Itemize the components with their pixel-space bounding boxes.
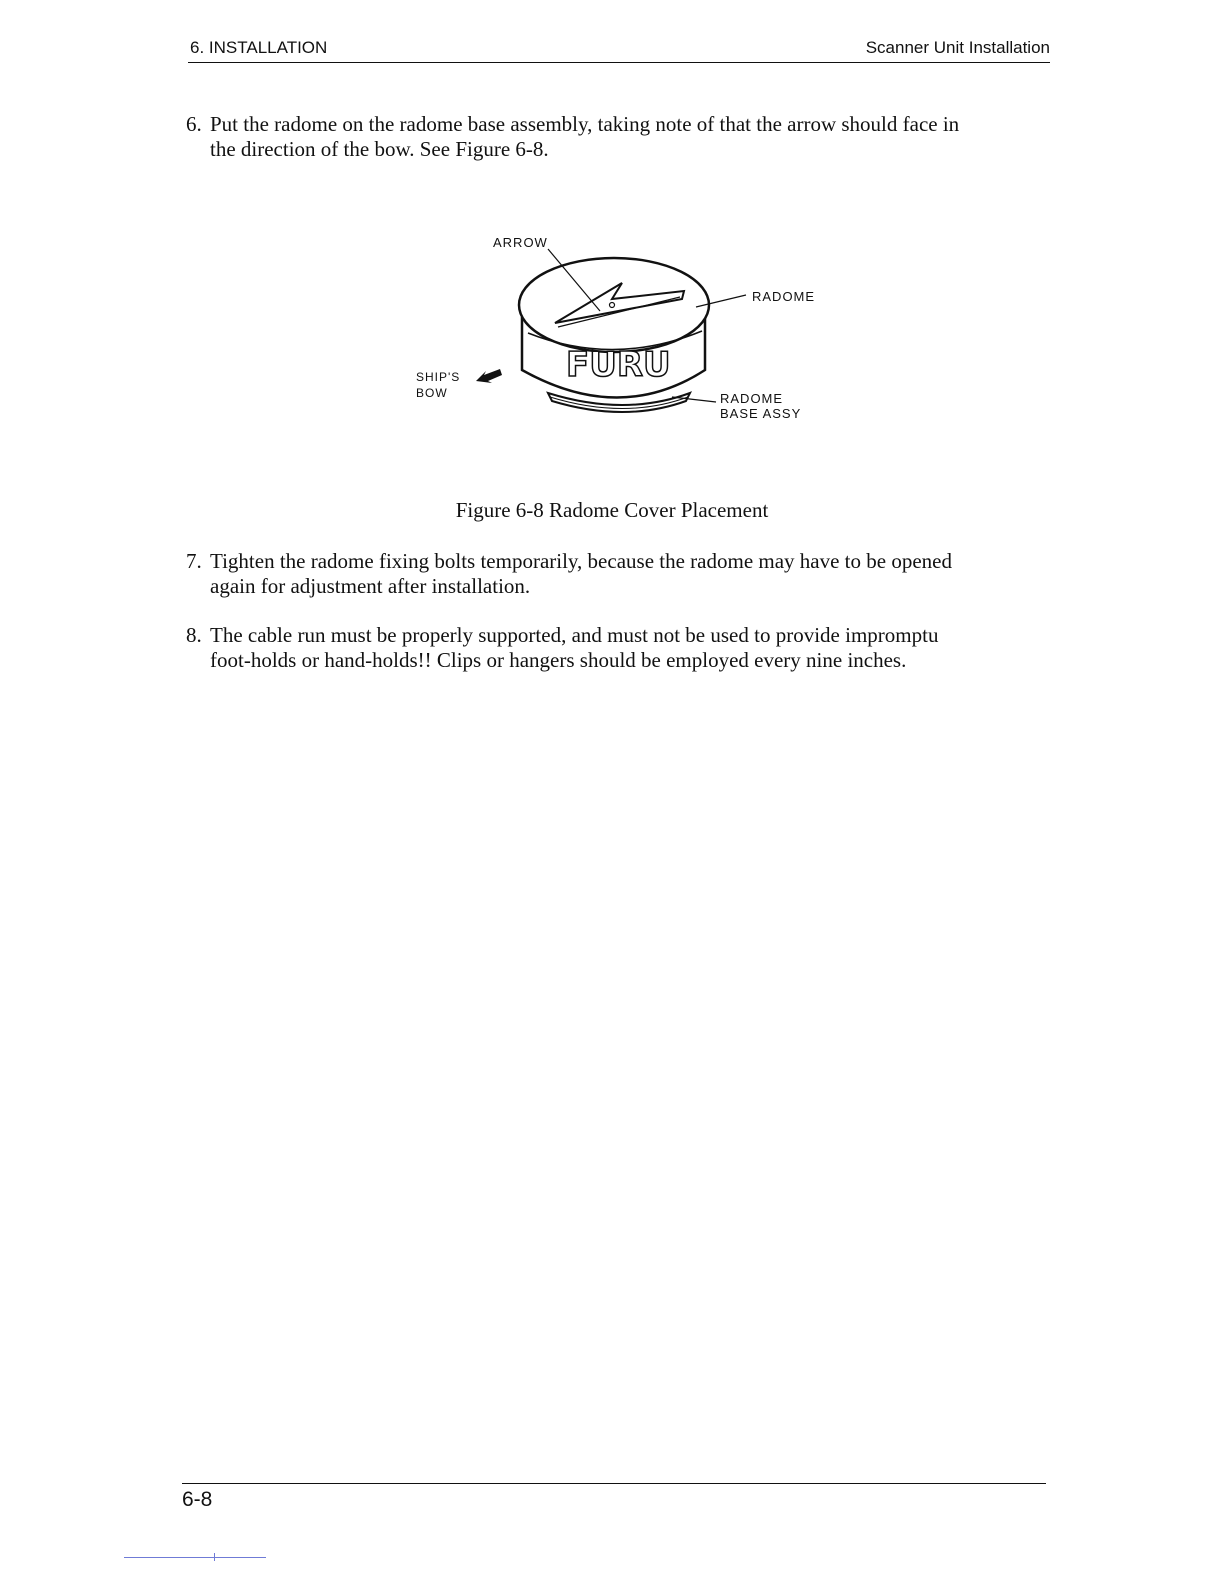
header-rule (188, 62, 1050, 63)
label-arrow: ARROW (493, 235, 548, 250)
step-6 (186, 112, 1056, 162)
figure-caption: Figure 6-8 Radome Cover Placement (455, 498, 769, 522)
radome-figure (400, 225, 840, 435)
label-radome-base: RADOME (720, 391, 784, 406)
scan-trim-line (124, 1557, 266, 1558)
section-header: Scanner Unit Installation (865, 38, 1050, 57)
page-number: 6-8 (182, 1488, 213, 1511)
chapter-header: 6. INSTALLATION (190, 38, 328, 57)
step-text: Put the radome on the radome base assembly, taking note of that the arrow should face in (210, 112, 960, 136)
step-number: 7. (186, 549, 202, 573)
label-ships: SHIP'S (416, 370, 461, 384)
footer-rule (182, 1483, 1046, 1484)
step-7 (186, 549, 1056, 599)
ships-bow-arrow-icon (476, 369, 502, 383)
step-8 (186, 623, 1056, 673)
step-text-continued: the direction of the bow. See Figure 6-8. (210, 137, 549, 161)
label-radome: RADOME (752, 289, 816, 304)
step-number: 6. (186, 112, 202, 136)
step-text-continued: again for adjustment after installation. (210, 574, 531, 598)
step-text-continued: foot-holds or hand-holds!! Clips or hangers should be employed every nine inches. (210, 648, 907, 672)
step-text: Tighten the radome fixing bolts temporarily, because the radome may have to be opened (210, 549, 952, 573)
step-text: The cable run must be properly supported, and must not be used to provide impromptu (210, 623, 939, 647)
scan-trim-tick (214, 1553, 215, 1561)
label-base-assy: BASE ASSY (720, 406, 802, 421)
label-bow: BOW (416, 386, 448, 400)
step-number: 8. (186, 623, 202, 647)
radome-logo: FURU (566, 345, 671, 385)
